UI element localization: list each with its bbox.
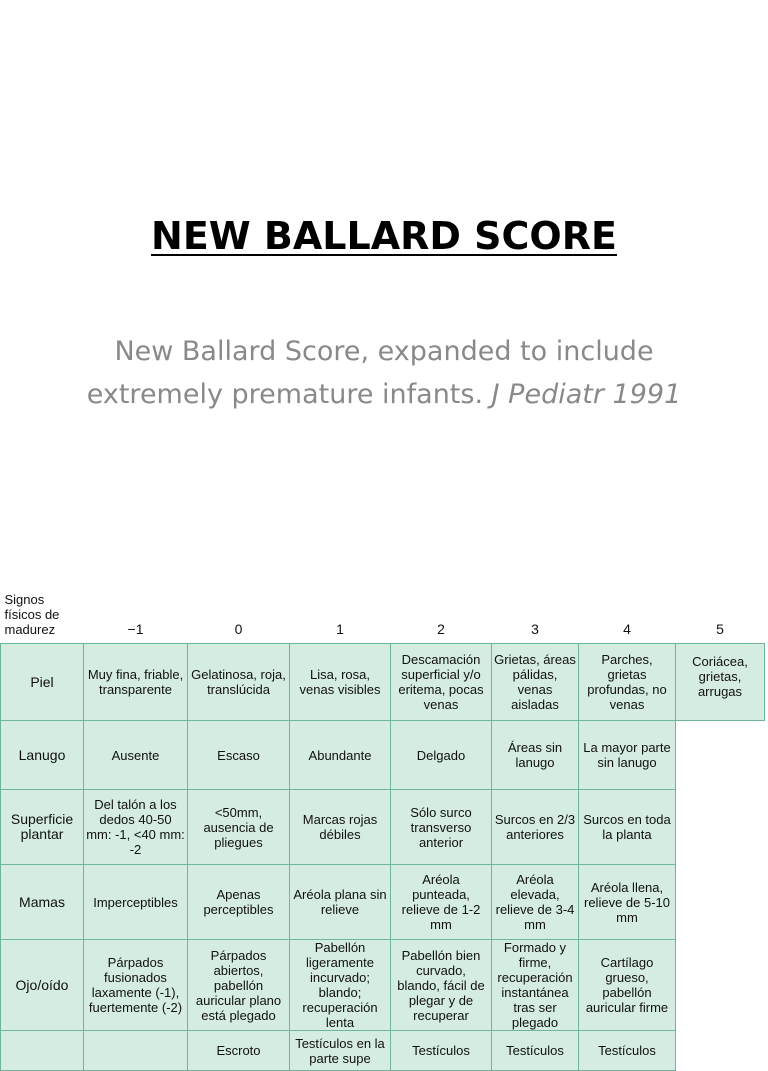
table-cell: <50mm, ausencia de pliegues	[188, 790, 290, 865]
table-cell: Aréola llena, relieve de 5-10 mm	[579, 865, 676, 940]
empty-cell	[676, 940, 765, 1031]
subtitle-main-text: New Ballard Score, expanded to include extremely premature infants.	[86, 336, 654, 410]
table-cell: Párpados fusionados laxamente (-1), fuertemente (-2)	[84, 940, 188, 1031]
ballard-score-table-container	[0, 592, 768, 1071]
table-cell: Apenas perceptibles	[188, 865, 290, 940]
row-label: Piel	[1, 644, 84, 721]
table-cell: Descamación superficial y/o eritema, pocas venas	[391, 644, 492, 721]
table-cell: Cartílago grueso, pabellón auricular firme	[579, 940, 676, 1031]
row-label: Superficie plantar	[1, 790, 84, 865]
column-header: 4	[623, 621, 631, 637]
row-label	[1, 1031, 84, 1071]
table-cell: Escroto	[188, 1031, 290, 1071]
row-label: Lanugo	[1, 721, 84, 790]
table-row	[1, 940, 765, 1031]
table-cell: Ausente	[84, 721, 188, 790]
table-cell: Párpados abiertos, pabellón auricular plano está plegado	[188, 940, 290, 1031]
table-cell: Formado y firme, recuperación instantánea tras ser plegado	[492, 940, 579, 1031]
column-header: 1	[336, 621, 344, 637]
column-header: 3	[531, 621, 539, 637]
table-cell: La mayor parte sin lanugo	[579, 721, 676, 790]
table-cell: Marcas rojas débiles	[290, 790, 391, 865]
table-cell: Aréola plana sin relieve	[290, 865, 391, 940]
table-row	[1, 644, 765, 721]
table-cell: Del talón a los dedos 40-50 mm: -1, <40 mm: -2	[84, 790, 188, 865]
table-cell: Parches, grietas profundas, no venas	[579, 644, 676, 721]
empty-cell	[676, 865, 765, 940]
table-cell: Imperceptibles	[84, 865, 188, 940]
ballard-score-table	[0, 592, 765, 1071]
table-cell: Aréola elevada, relieve de 3-4 mm	[492, 865, 579, 940]
table-cell: Muy fina, friable, transparente	[84, 644, 188, 721]
table-cell: Áreas sin lanugo	[492, 721, 579, 790]
slide-title: NEW BALLARD SCORE	[151, 214, 617, 258]
table-cell: Escaso	[188, 721, 290, 790]
table-cell: Surcos en toda la planta	[579, 790, 676, 865]
empty-cell	[676, 790, 765, 865]
row-label: Mamas	[1, 865, 84, 940]
table-cell: Coriácea, grietas, arrugas	[676, 644, 765, 721]
table-cell: Pabellón bien curvado, blando, fácil de plegar y de recuperar	[391, 940, 492, 1031]
table-cell: Abundante	[290, 721, 391, 790]
table-cell: Testículos	[492, 1031, 579, 1071]
table-row	[1, 721, 765, 790]
table-cell: Delgado	[391, 721, 492, 790]
column-header: 5	[716, 621, 724, 637]
table-cell: Testículos	[579, 1031, 676, 1071]
corner-label: Signos físicos de madurez	[4, 592, 60, 637]
column-header: 0	[234, 621, 243, 637]
table-cell: Pabellón ligeramente incurvado; blando; recuperación lenta	[290, 940, 391, 1031]
row-label: Ojo/oído	[1, 940, 84, 1031]
table-cell: Testículos	[391, 1031, 492, 1071]
subtitle-citation: J Pediatr 1991	[491, 379, 682, 410]
table-cell: Lisa, rosa, venas visibles	[290, 644, 391, 721]
column-header: −1	[127, 621, 144, 637]
column-header: 2	[437, 621, 445, 637]
table-cell: Grietas, áreas pálidas, venas aisladas	[492, 644, 579, 721]
table-cell: Testículos en la parte supe	[290, 1031, 391, 1071]
empty-cell	[676, 1031, 765, 1071]
table-cell: Gelatinosa, roja, translúcida	[188, 644, 290, 721]
table-row	[1, 865, 765, 940]
table-cell: Aréola punteada, relieve de 1-2 mm	[391, 865, 492, 940]
table-cell: Surcos en 2/3 anteriores	[492, 790, 579, 865]
slide-subtitle	[84, 330, 684, 416]
table-cell	[84, 1031, 188, 1071]
table-cell: Sólo surco transverso anterior	[391, 790, 492, 865]
table-header-row	[1, 592, 765, 644]
table-row	[1, 1031, 765, 1071]
table-row	[1, 790, 765, 865]
empty-cell	[676, 721, 765, 790]
